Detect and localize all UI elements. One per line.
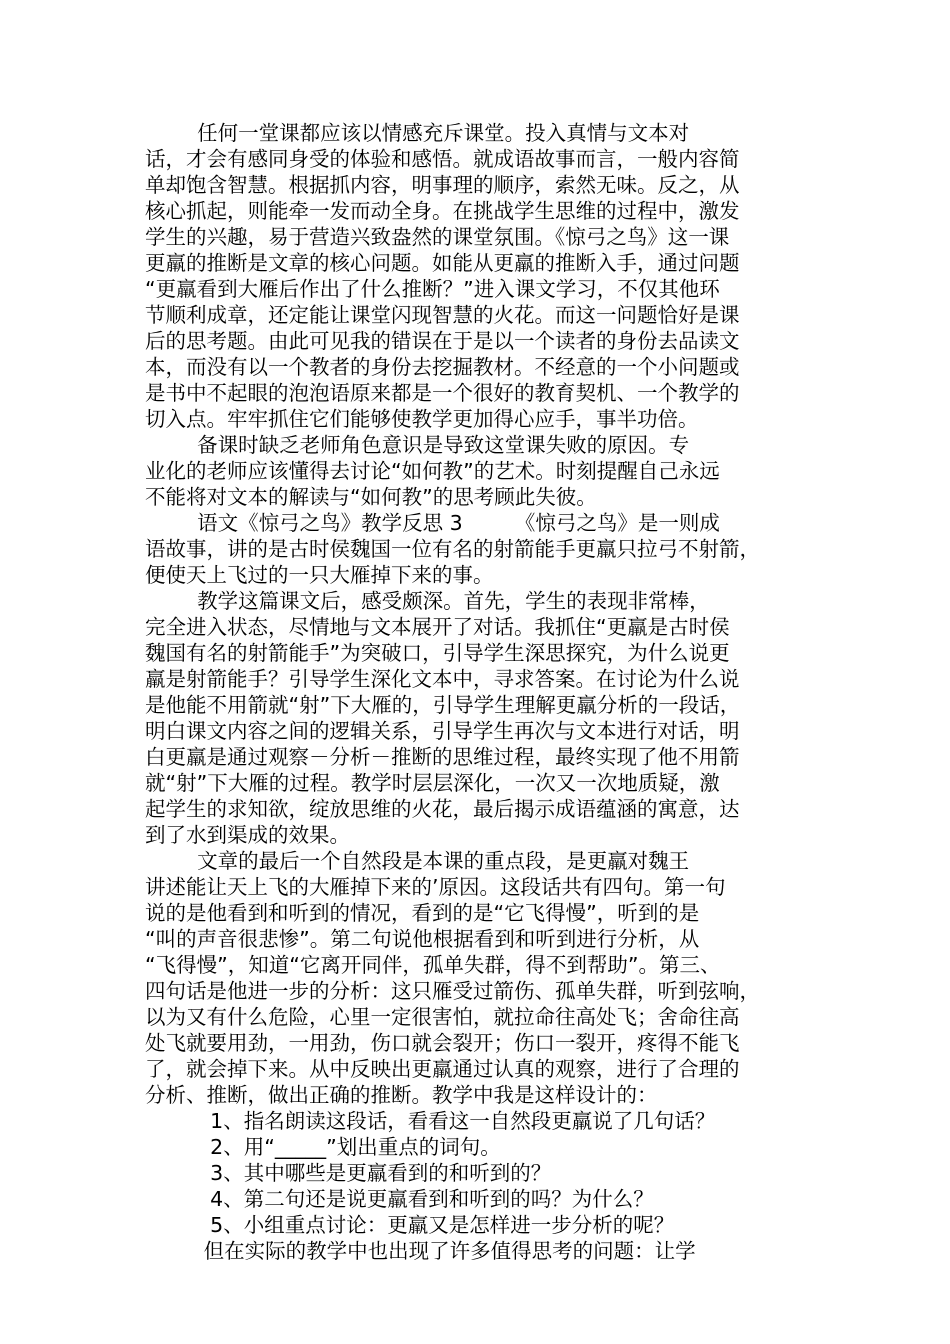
text-line: 文章的最后一个自然段是本课的重点段，是更羸对魏王 (145, 849, 690, 873)
text-line: 起学生的求知欲，绽放思维的火花，最后揭示成语蕴涵的寓意，达 (145, 797, 740, 821)
text-line: 后的思考题。由此可见我的错误在于是以一个读者的身份去品读文 (145, 329, 740, 353)
text-line: 是他能不用箭就“射”下大雁的，引导学生理解更羸分析的一段话， (145, 693, 741, 717)
text-line: “更羸看到大雁后作出了什么推断？”进入课文学习，不仅其他环 (145, 277, 720, 301)
text-line: 不能将对文本的解读与“如何教”的思考顾此失彼。 (145, 485, 597, 509)
text-line: 处飞就要用劲，一用劲，伤口就会裂开；伤口一裂开，疼得不能飞 (145, 1031, 740, 1055)
text-line: 话，才会有感同身受的体验和感悟。就成语故事而言，一般内容简 (145, 147, 740, 171)
text-line: 分析、推断，做出正确的推断。教学中我是这样设计的： (145, 1083, 658, 1107)
text-line: 明白课文内容之间的逻辑关系，引导学生再次与文本进行对话，明 (145, 719, 740, 743)
text-line: 业化的老师应该懂得去讨论“如何教”的艺术。时刻提醒自己永远 (145, 459, 720, 483)
text-line: 羸是射箭能手？引导学生深化文本中，寻求答案。在讨论为什么说 (145, 667, 740, 691)
text-line: 就“射”下大雁的过程。教学时层层深化，一次又一次地质疑，激 (145, 771, 720, 795)
text-line: 单却饱含智慧。根据抓内容，明事理的顺序，索然无味。反之，从 (145, 173, 740, 197)
text-line: “飞得慢”，知道“它离开同伴，孤单失群，得不到帮助”。第三、 (145, 953, 721, 977)
list-item: 5、小组重点讨论：更羸又是怎样进一步分析的呢？ (145, 1213, 675, 1237)
text-line: 但在实际的教学中也出现了许多值得思考的问题：让学 (145, 1239, 696, 1263)
text-line: 教学这篇课文后，感受颇深。首先，学生的表现非常棒， (145, 589, 710, 613)
text-line: “叫的声音很悲惨”。第二句说他根据看到和听到进行分析，从 (145, 927, 700, 951)
text-line: 节顺利成章，还定能让课堂闪现智慧的火花。而这一问题恰好是课 (145, 303, 740, 327)
text-line: 切入点。牢牢抓住它们能够使教学更加得心应手，事半功倍。 (145, 407, 699, 431)
text-line: 四句话是他进一步的分析：这只雁受过箭伤、孤单失群，听到弦响， (145, 979, 760, 1003)
list-item: 3、其中哪些是更羸看到的和听到的？ (145, 1161, 552, 1185)
text-line: 以为又有什么危险，心里一定很害怕，就拉命往高处飞；舍命往高 (145, 1005, 740, 1029)
text-line: 语文《惊弓之鸟》教学反思 3 《惊弓之鸟》是一则成 (145, 511, 720, 535)
text-line: 备课时缺乏老师角色意识是导致这堂课失败的原因。专 (145, 433, 690, 457)
text-line: 魏国有名的射箭能手”为突破口，引导学生深思探究，为什么说更 (145, 641, 730, 665)
text-line: 讲述能让天上飞的大雁掉下来的’原因。这段话共有四句。第一句 (145, 875, 726, 899)
text-line: 便使天上飞过的一只大雁掉下来的事。 (145, 563, 494, 587)
text-line: 本，而没有以一个教者的身份去挖掘教材。不经意的一个小问题或 (145, 355, 740, 379)
text-line: 了，就会掉下来。从中反映出更羸通过认真的观察，进行了合理的 (145, 1057, 740, 1081)
text-line: 核心抓起，则能牵一发而动全身。在挑战学生思维的过程中，激发 (145, 199, 740, 223)
text-line: 完全进入状态，尽情地与文本展开了对话。我抓住“更羸是古时侯 (145, 615, 730, 639)
text-line: 是书中不起眼的泡泡语原来都是一个很好的教育契机、一个教学的 (145, 381, 740, 405)
list-item: 4、第二句还是说更羸看到和听到的吗？为什么？ (145, 1187, 654, 1211)
list-item: 1、指名朗读这段话，看看这一自然段更羸说了几句话？ (145, 1109, 716, 1133)
list-item: 2、用“_____”划出重点的词句。 (145, 1135, 501, 1159)
text-line: 说的是他看到和听到的情况，看到的是“它飞得慢”，听到的是 (145, 901, 700, 925)
text-line: 到了水到渠成的效果。 (145, 823, 350, 847)
text-line: 任何一堂课都应该以情感充斥课堂。投入真情与文本对 (145, 121, 690, 145)
text-line: 白更羸是通过观察－分析－推断的思维过程，最终实现了他不用箭 (145, 745, 740, 769)
text-line: 学生的兴趣，易于营造兴致盎然的课堂氛围。《惊弓之鸟》这一课 (145, 225, 730, 249)
text-line: 语故事，讲的是古时侯魏国一位有名的射箭能手更羸只拉弓不射箭， (145, 537, 760, 561)
text-line: 更羸的推断是文章的核心问题。如能从更羸的推断入手，通过问题 (145, 251, 740, 275)
